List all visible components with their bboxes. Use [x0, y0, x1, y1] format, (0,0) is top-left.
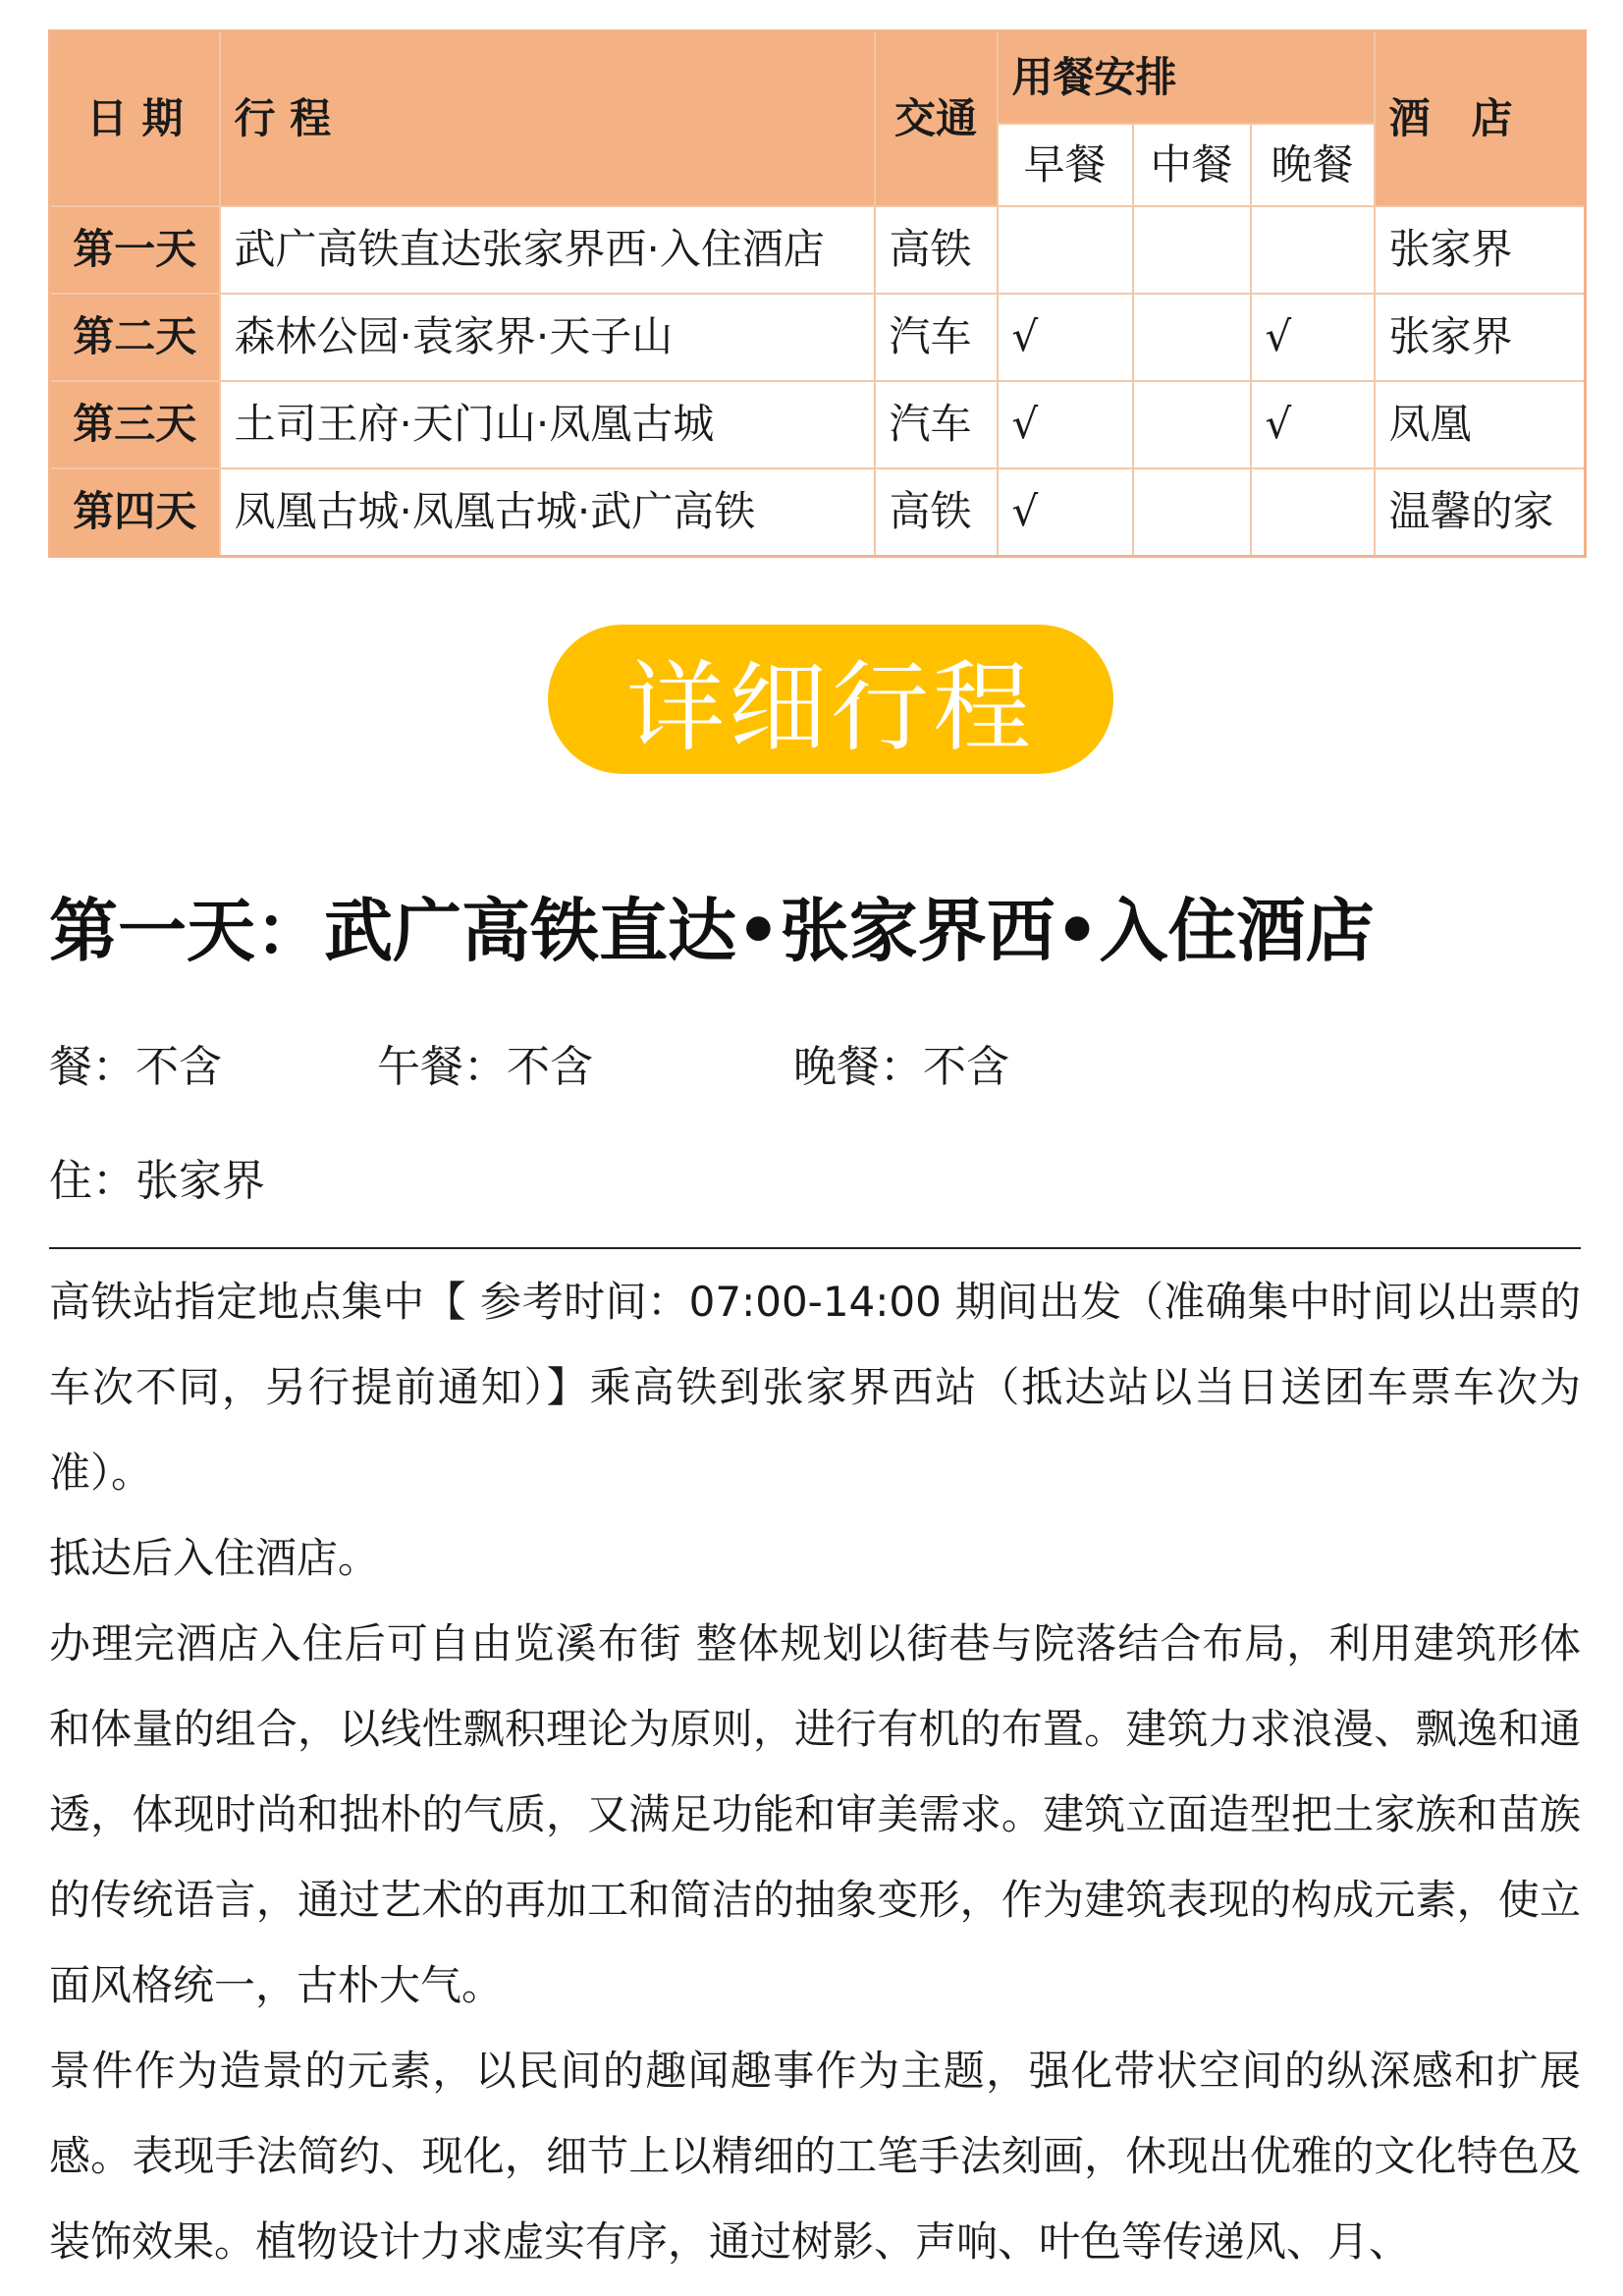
meal-lunch: 午餐：不含 — [377, 1042, 593, 1092]
table-row — [50, 206, 1586, 294]
header-hotel: 酒 店 — [1375, 31, 1586, 207]
paragraph: 景件作为造景的元素，以民间的趣闻趣事作为主题，强化带状空间的纵深感和扩展感。表现手法简约、现化，细节上以精细的工笔手法刻画，休现出优雅的文化特色及装饰效果。植物设计力求虚实有序，通过树影、声响、叶色等传递风、月、 — [49, 2047, 1581, 2266]
paragraph: 抵达后入住酒店。 — [49, 1534, 380, 1582]
row-transport: 汽车 — [875, 381, 998, 468]
row-route: 土司王府·天门山·凤凰古城 — [220, 381, 875, 468]
row-hotel: 张家界 — [1375, 206, 1586, 294]
header-meals: 用餐安排 — [998, 31, 1375, 125]
table-row — [50, 294, 1586, 381]
row-lunch — [1133, 206, 1251, 294]
row-day: 第一天 — [50, 206, 220, 294]
section-title-pill: 详细行程 — [548, 625, 1113, 774]
header-lunch: 中餐 — [1133, 124, 1251, 206]
row-lunch — [1133, 381, 1251, 468]
row-transport: 高铁 — [875, 206, 998, 294]
paragraph: 办理完酒店入住后可自由览溪布街 整体规划以街巷与院落结合布局，利用建筑形体和体量的组合，以线性飘积理论为原则，进行有机的布置。建筑力求浪漫、飘逸和通透，体现时尚和拙朴的气质，又满足功能和审美需求。建筑立面造型把土家族和苗族的传统语言，通过艺术的再加工和简洁的抽象变形，作为建筑表现的构成元素，使立面风格统一，古朴大气。 — [49, 1619, 1581, 2009]
row-day: 第二天 — [50, 294, 220, 381]
row-breakfast: √ — [998, 381, 1133, 468]
header-date: 日 期 — [50, 31, 220, 207]
row-dinner: √ — [1251, 294, 1375, 381]
day-heading: 第一天：武广高铁直达•张家界西•入住酒店 — [49, 891, 1375, 971]
row-lunch — [1133, 294, 1251, 381]
row-route: 武广高铁直达张家界西·入住酒店 — [220, 206, 875, 294]
table-header-row — [50, 31, 1586, 125]
row-breakfast — [998, 206, 1133, 294]
row-dinner — [1251, 468, 1375, 557]
itinerary-table — [48, 29, 1587, 558]
header-transport: 交通 — [875, 31, 998, 207]
row-transport: 高铁 — [875, 468, 998, 557]
table-row — [50, 468, 1586, 557]
paragraph: 高铁站指定地点集中【 参考时间：07:00-14:00 期间出发（准确集中时间以出票的车次不同，另行提前通知）】乘高铁到张家界西站（抵达站以当日送团车票车次为准）。 — [49, 1278, 1581, 1497]
header-dinner: 晚餐 — [1251, 124, 1375, 206]
row-day: 第四天 — [50, 468, 220, 557]
header-breakfast: 早餐 — [998, 124, 1133, 206]
row-transport: 汽车 — [875, 294, 998, 381]
meal-breakfast: 餐：不含 — [49, 1042, 222, 1092]
row-lunch — [1133, 468, 1251, 557]
table-row — [50, 381, 1586, 468]
row-route: 森林公园·袁家界·天子山 — [220, 294, 875, 381]
accommodation: 住：张家界 — [49, 1156, 265, 1206]
row-hotel: 温馨的家 — [1375, 468, 1586, 557]
row-dinner: √ — [1251, 381, 1375, 468]
meal-dinner: 晚餐：不含 — [793, 1042, 1009, 1092]
header-route: 行 程 — [220, 31, 875, 207]
row-route: 凤凰古城·凤凰古城·武广高铁 — [220, 468, 875, 557]
row-hotel: 张家界 — [1375, 294, 1586, 381]
divider — [49, 1247, 1581, 1249]
row-breakfast: √ — [998, 294, 1133, 381]
row-breakfast: √ — [998, 468, 1133, 557]
row-dinner — [1251, 206, 1375, 294]
row-hotel: 凤凰 — [1375, 381, 1586, 468]
day-description — [49, 1259, 1581, 2284]
row-day: 第三天 — [50, 381, 220, 468]
